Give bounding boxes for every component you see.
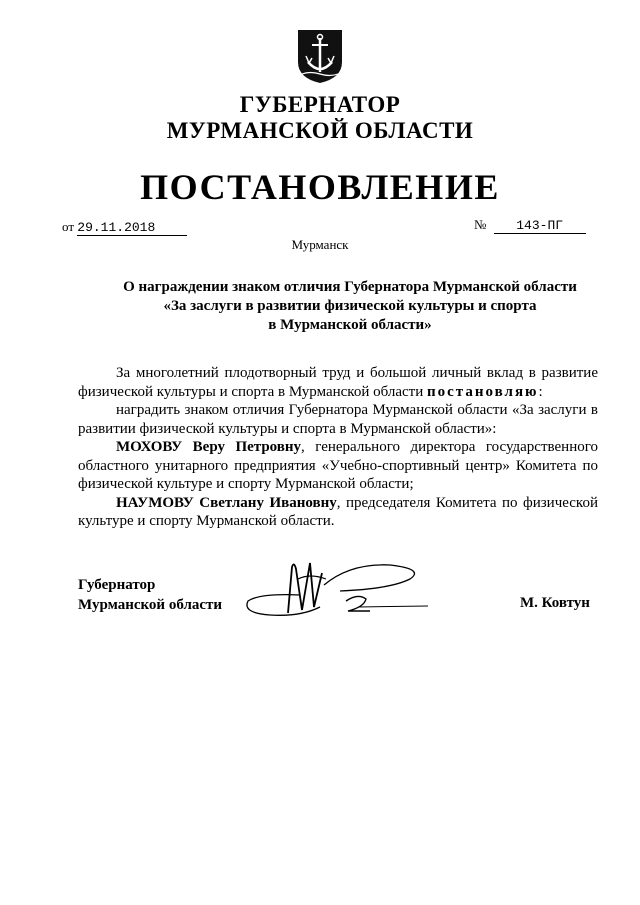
body-paragraph-4: НАУМОВУ Светлану Ивановну, председателя Комитета по физической культуре и спорту Мурманской области. xyxy=(78,494,598,529)
awardee-name-2: НАУМОВУ Светлану Ивановну xyxy=(116,494,337,511)
document-number xyxy=(474,217,586,234)
number-value: 143-ПГ xyxy=(494,218,586,234)
number-prefix: № xyxy=(474,217,487,232)
document-subject xyxy=(60,278,640,335)
decree-keyword: постановляю xyxy=(427,383,539,400)
coat-of-arms-icon xyxy=(296,28,344,84)
document-type: ПОСТАНОВЛЕНИЕ xyxy=(140,167,500,207)
document-city: Мурманск xyxy=(291,237,349,252)
handwritten-signature xyxy=(240,555,430,625)
signer-position: Губернатор Мурманской области xyxy=(78,577,223,613)
subject-line-2: «За заслуги в развитии физической культуры и спорта xyxy=(163,298,537,314)
header-title-line2: МУРМАНСКОЙ ОБЛАСТИ xyxy=(166,118,474,143)
date-value: 29.11.2018 xyxy=(77,220,187,236)
body-paragraph-1: За многолетний плодотворный труд и большой личный вклад в развитие физической культуры и спорта в Мурманской области постановляю: xyxy=(78,365,598,400)
body-paragraph-2: наградить знаком отличия Губернатора Мурманской области «За заслуги в развитии физической культуры и спорта в Мурманской области»: xyxy=(78,402,598,437)
signer-name: М. Ковтун xyxy=(520,595,590,611)
subject-line-1: О награждении знаком отличия Губернатора Мурманской области xyxy=(123,279,577,295)
document-date xyxy=(62,219,187,236)
header-title-line1: ГУБЕРНАТОР xyxy=(239,92,401,117)
awardee-name-1: МОХОВУ Веру Петровну xyxy=(116,439,302,455)
date-prefix: от xyxy=(62,219,75,234)
body-paragraph-3: МОХОВУ Веру Петровну, генерального директора государственного областного унитарного предприятия «Учебно-спортивный центр» Комитета по физической культуре и спорту Мурманской области; xyxy=(78,439,598,492)
document-body xyxy=(78,364,598,531)
subject-line-3: в Мурманской области» xyxy=(268,317,432,333)
